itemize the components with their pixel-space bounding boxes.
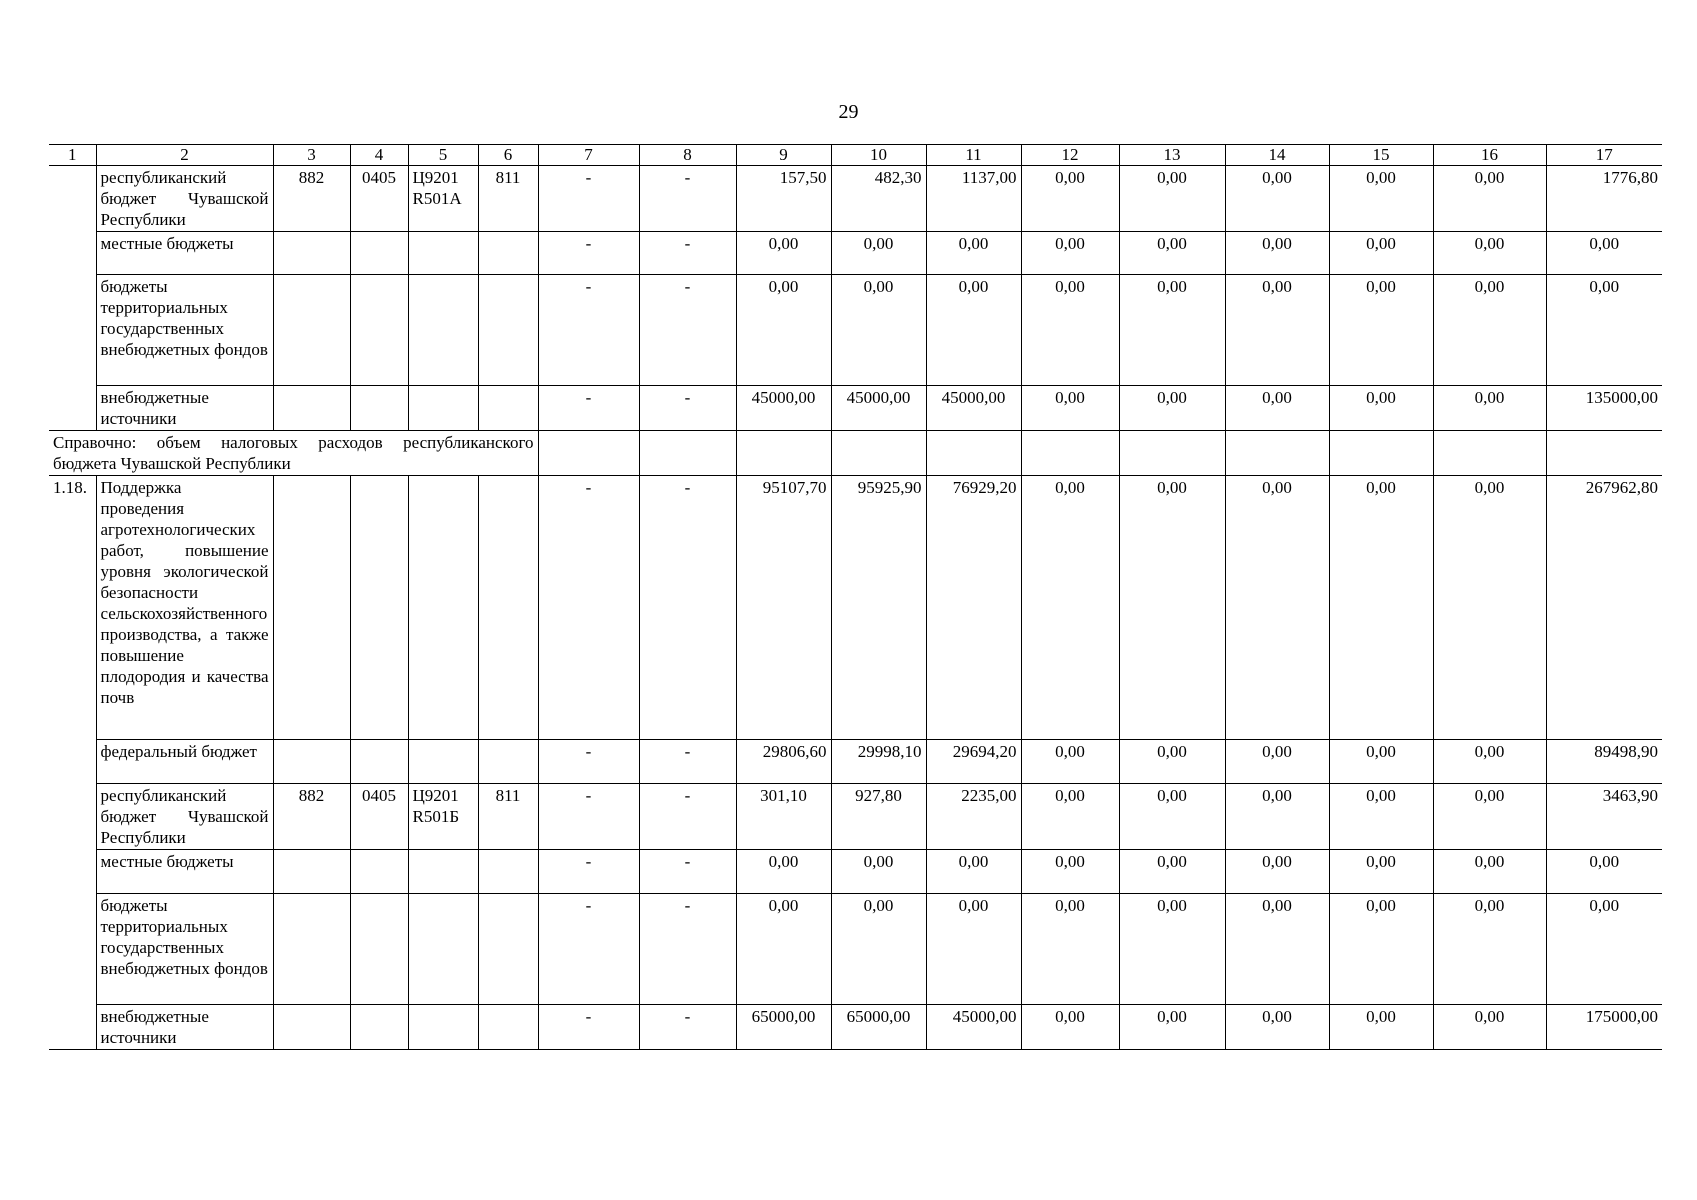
cell-value: 0,00 (1433, 784, 1546, 850)
measure-label: Поддержка проведения агротехнологических работ, повышение уровня экологической безопасности сельскохозяйственного производства, а также повышение плодородия и качества почв (96, 476, 273, 740)
cell-value: 0,00 (1119, 232, 1225, 275)
cell-value: 0,00 (1119, 166, 1225, 232)
table-row (49, 232, 1662, 275)
cell-value: 0,00 (1225, 850, 1329, 894)
cell-value: 0,00 (1021, 850, 1119, 894)
column-number: 16 (1433, 145, 1546, 166)
cell-total: 0,00 (1546, 894, 1662, 1005)
row-index: 1.18. (49, 476, 96, 1050)
cell-value: - (639, 476, 736, 740)
column-number: 7 (538, 145, 639, 166)
cell-value: 0,00 (1433, 740, 1546, 784)
budget-table (49, 144, 1662, 1050)
cell-total: 0,00 (1546, 850, 1662, 894)
cell-value: 0,00 (1329, 275, 1433, 386)
empty-cell (736, 431, 831, 476)
funding-source-label: внебюджетные источники (96, 1005, 273, 1050)
cell-target-code: Ц9201 R501А (408, 166, 478, 232)
column-number: 10 (831, 145, 926, 166)
cell-value: - (639, 740, 736, 784)
page-number: 29 (838, 101, 859, 123)
cell-value: 0,00 (1021, 232, 1119, 275)
cell-value: 0,00 (831, 894, 926, 1005)
cell-value: 0,00 (831, 850, 926, 894)
cell-expense-type (478, 232, 538, 275)
cell-expense-type (478, 476, 538, 740)
empty-cell (639, 431, 736, 476)
empty-cell (831, 431, 926, 476)
cell-value: 0,00 (831, 275, 926, 386)
cell-ministry-code (273, 476, 350, 740)
cell-value: 0,00 (1433, 166, 1546, 232)
column-number: 1 (49, 145, 96, 166)
cell-value: 0,00 (1433, 232, 1546, 275)
cell-value: 0,00 (1021, 476, 1119, 740)
cell-value: - (639, 386, 736, 431)
empty-cell (1021, 431, 1119, 476)
cell-section-code (350, 1005, 408, 1050)
cell-value: 301,10 (736, 784, 831, 850)
funding-source-label: республиканский бюджет Чувашской Республики (96, 784, 273, 850)
cell-target-code (408, 386, 478, 431)
cell-value: 0,00 (1225, 386, 1329, 431)
table-row (49, 784, 1662, 850)
column-number: 2 (96, 145, 273, 166)
cell-total: 89498,90 (1546, 740, 1662, 784)
column-number: 12 (1021, 145, 1119, 166)
cell-value: - (639, 1005, 736, 1050)
cell-value: - (538, 275, 639, 386)
cell-value: 29694,20 (926, 740, 1021, 784)
cell-target-code (408, 232, 478, 275)
cell-value: 0,00 (736, 275, 831, 386)
empty-cell (1329, 431, 1433, 476)
cell-ministry-code (273, 1005, 350, 1050)
cell-ministry-code (273, 386, 350, 431)
cell-ministry-code (273, 894, 350, 1005)
cell-value: 0,00 (1225, 1005, 1329, 1050)
cell-expense-type: 811 (478, 166, 538, 232)
cell-value: 0,00 (1225, 740, 1329, 784)
cell-total: 0,00 (1546, 275, 1662, 386)
cell-value: 45000,00 (831, 386, 926, 431)
cell-value: 0,00 (1119, 894, 1225, 1005)
cell-target-code (408, 850, 478, 894)
cell-section-code (350, 476, 408, 740)
cell-value: 0,00 (1021, 386, 1119, 431)
empty-cell (1433, 431, 1546, 476)
column-number: 6 (478, 145, 538, 166)
cell-value: - (639, 232, 736, 275)
cell-target-code: Ц9201 R501Б (408, 784, 478, 850)
cell-target-code (408, 275, 478, 386)
cell-value: 0,00 (1433, 275, 1546, 386)
cell-value: - (639, 275, 736, 386)
cell-value: 0,00 (1119, 850, 1225, 894)
cell-value: - (538, 476, 639, 740)
cell-value: 65000,00 (831, 1005, 926, 1050)
table-row (49, 1005, 1662, 1050)
empty-cell (1546, 431, 1662, 476)
cell-value: 2235,00 (926, 784, 1021, 850)
cell-value: - (538, 1005, 639, 1050)
cell-value: 0,00 (1021, 275, 1119, 386)
cell-value: 0,00 (1329, 784, 1433, 850)
cell-value: - (538, 894, 639, 1005)
cell-section-code (350, 386, 408, 431)
funding-source-label: федеральный бюджет (96, 740, 273, 784)
cell-value: 1137,00 (926, 166, 1021, 232)
cell-value: - (538, 850, 639, 894)
column-number: 8 (639, 145, 736, 166)
column-number: 9 (736, 145, 831, 166)
cell-section-code (350, 232, 408, 275)
cell-value: 0,00 (1433, 476, 1546, 740)
cell-value: 0,00 (926, 850, 1021, 894)
table-row (49, 386, 1662, 431)
cell-value: 0,00 (1021, 784, 1119, 850)
cell-value: 0,00 (1433, 386, 1546, 431)
cell-value: 29806,60 (736, 740, 831, 784)
cell-value: 0,00 (1329, 166, 1433, 232)
row-index (49, 166, 96, 431)
cell-value: - (538, 232, 639, 275)
column-number: 17 (1546, 145, 1662, 166)
cell-value: 0,00 (1225, 166, 1329, 232)
cell-value: 0,00 (1225, 784, 1329, 850)
empty-cell (1225, 431, 1329, 476)
cell-value: 482,30 (831, 166, 926, 232)
cell-total: 1776,80 (1546, 166, 1662, 232)
reference-label: Справочно: объем налоговых расходов республиканского бюджета Чувашской Республики (49, 431, 538, 476)
cell-value: - (639, 784, 736, 850)
empty-cell (926, 431, 1021, 476)
column-number: 3 (273, 145, 350, 166)
cell-value: 95925,90 (831, 476, 926, 740)
cell-value: - (538, 166, 639, 232)
cell-value: 0,00 (1433, 1005, 1546, 1050)
cell-value: - (639, 166, 736, 232)
cell-value: 0,00 (1021, 740, 1119, 784)
cell-ministry-code: 882 (273, 166, 350, 232)
cell-total: 3463,90 (1546, 784, 1662, 850)
cell-value: 95107,70 (736, 476, 831, 740)
cell-value: 0,00 (1329, 1005, 1433, 1050)
cell-total: 0,00 (1546, 232, 1662, 275)
cell-ministry-code (273, 232, 350, 275)
reference-row (49, 431, 1662, 476)
cell-value: 76929,20 (926, 476, 1021, 740)
funding-source-label: республиканский бюджет Чувашской Республики (96, 166, 273, 232)
cell-value: 0,00 (1225, 232, 1329, 275)
cell-section-code (350, 850, 408, 894)
cell-ministry-code (273, 275, 350, 386)
cell-value: 0,00 (1021, 166, 1119, 232)
cell-value: 0,00 (736, 894, 831, 1005)
cell-value: 927,80 (831, 784, 926, 850)
cell-ministry-code (273, 850, 350, 894)
cell-value: 0,00 (1329, 232, 1433, 275)
cell-value: 0,00 (736, 850, 831, 894)
cell-section-code: 0405 (350, 784, 408, 850)
cell-expense-type (478, 850, 538, 894)
cell-value: 45000,00 (926, 386, 1021, 431)
funding-source-label: местные бюджеты (96, 232, 273, 275)
cell-value: 0,00 (1119, 386, 1225, 431)
column-number: 15 (1329, 145, 1433, 166)
cell-expense-type (478, 1005, 538, 1050)
table-row (49, 740, 1662, 784)
cell-value: 0,00 (1119, 476, 1225, 740)
cell-ministry-code: 882 (273, 784, 350, 850)
table-row (49, 275, 1662, 386)
cell-section-code (350, 275, 408, 386)
funding-source-label: бюджеты территориальных государственных внебюджетных фондов (96, 894, 273, 1005)
cell-value: 0,00 (1329, 894, 1433, 1005)
column-number: 13 (1119, 145, 1225, 166)
cell-section-code: 0405 (350, 166, 408, 232)
cell-value: - (538, 784, 639, 850)
cell-section-code (350, 740, 408, 784)
cell-value: 0,00 (736, 232, 831, 275)
cell-value: 0,00 (831, 232, 926, 275)
cell-value: - (639, 894, 736, 1005)
cell-value: 0,00 (1119, 275, 1225, 386)
cell-ministry-code (273, 740, 350, 784)
cell-target-code (408, 476, 478, 740)
column-number: 11 (926, 145, 1021, 166)
cell-total: 175000,00 (1546, 1005, 1662, 1050)
empty-cell (1119, 431, 1225, 476)
cell-value: 0,00 (926, 275, 1021, 386)
cell-value: 0,00 (926, 232, 1021, 275)
cell-total: 267962,80 (1546, 476, 1662, 740)
cell-expense-type (478, 740, 538, 784)
cell-value: 0,00 (1433, 850, 1546, 894)
table-row (49, 476, 1662, 740)
cell-expense-type (478, 894, 538, 1005)
cell-value: 0,00 (1119, 1005, 1225, 1050)
cell-value: 0,00 (1433, 894, 1546, 1005)
cell-expense-type (478, 386, 538, 431)
cell-value: 0,00 (1225, 476, 1329, 740)
cell-target-code (408, 894, 478, 1005)
cell-value: 0,00 (1021, 1005, 1119, 1050)
cell-value: 0,00 (926, 894, 1021, 1005)
cell-expense-type (478, 275, 538, 386)
cell-value: - (538, 740, 639, 784)
cell-value: 0,00 (1119, 784, 1225, 850)
table-row (49, 166, 1662, 232)
cell-expense-type: 811 (478, 784, 538, 850)
column-number: 5 (408, 145, 478, 166)
cell-value: - (639, 850, 736, 894)
cell-value: 0,00 (1329, 476, 1433, 740)
funding-source-label: бюджеты территориальных государственных внебюджетных фондов (96, 275, 273, 386)
column-number: 4 (350, 145, 408, 166)
table-row (49, 894, 1662, 1005)
cell-value: - (538, 386, 639, 431)
cell-target-code (408, 740, 478, 784)
cell-value: 65000,00 (736, 1005, 831, 1050)
cell-value: 0,00 (1329, 386, 1433, 431)
cell-value: 0,00 (1329, 850, 1433, 894)
cell-value: 45000,00 (736, 386, 831, 431)
cell-section-code (350, 894, 408, 1005)
cell-total: 135000,00 (1546, 386, 1662, 431)
cell-value: 29998,10 (831, 740, 926, 784)
funding-source-label: внебюджетные источники (96, 386, 273, 431)
cell-value: 0,00 (1225, 275, 1329, 386)
cell-value: 0,00 (1225, 894, 1329, 1005)
column-numbers-row (49, 145, 1662, 166)
cell-value: 0,00 (1119, 740, 1225, 784)
cell-value: 157,50 (736, 166, 831, 232)
funding-source-label: местные бюджеты (96, 850, 273, 894)
empty-cell (538, 431, 639, 476)
column-number: 14 (1225, 145, 1329, 166)
cell-value: 0,00 (1021, 894, 1119, 1005)
cell-value: 0,00 (1329, 740, 1433, 784)
cell-value: 45000,00 (926, 1005, 1021, 1050)
cell-target-code (408, 1005, 478, 1050)
table-row (49, 850, 1662, 894)
